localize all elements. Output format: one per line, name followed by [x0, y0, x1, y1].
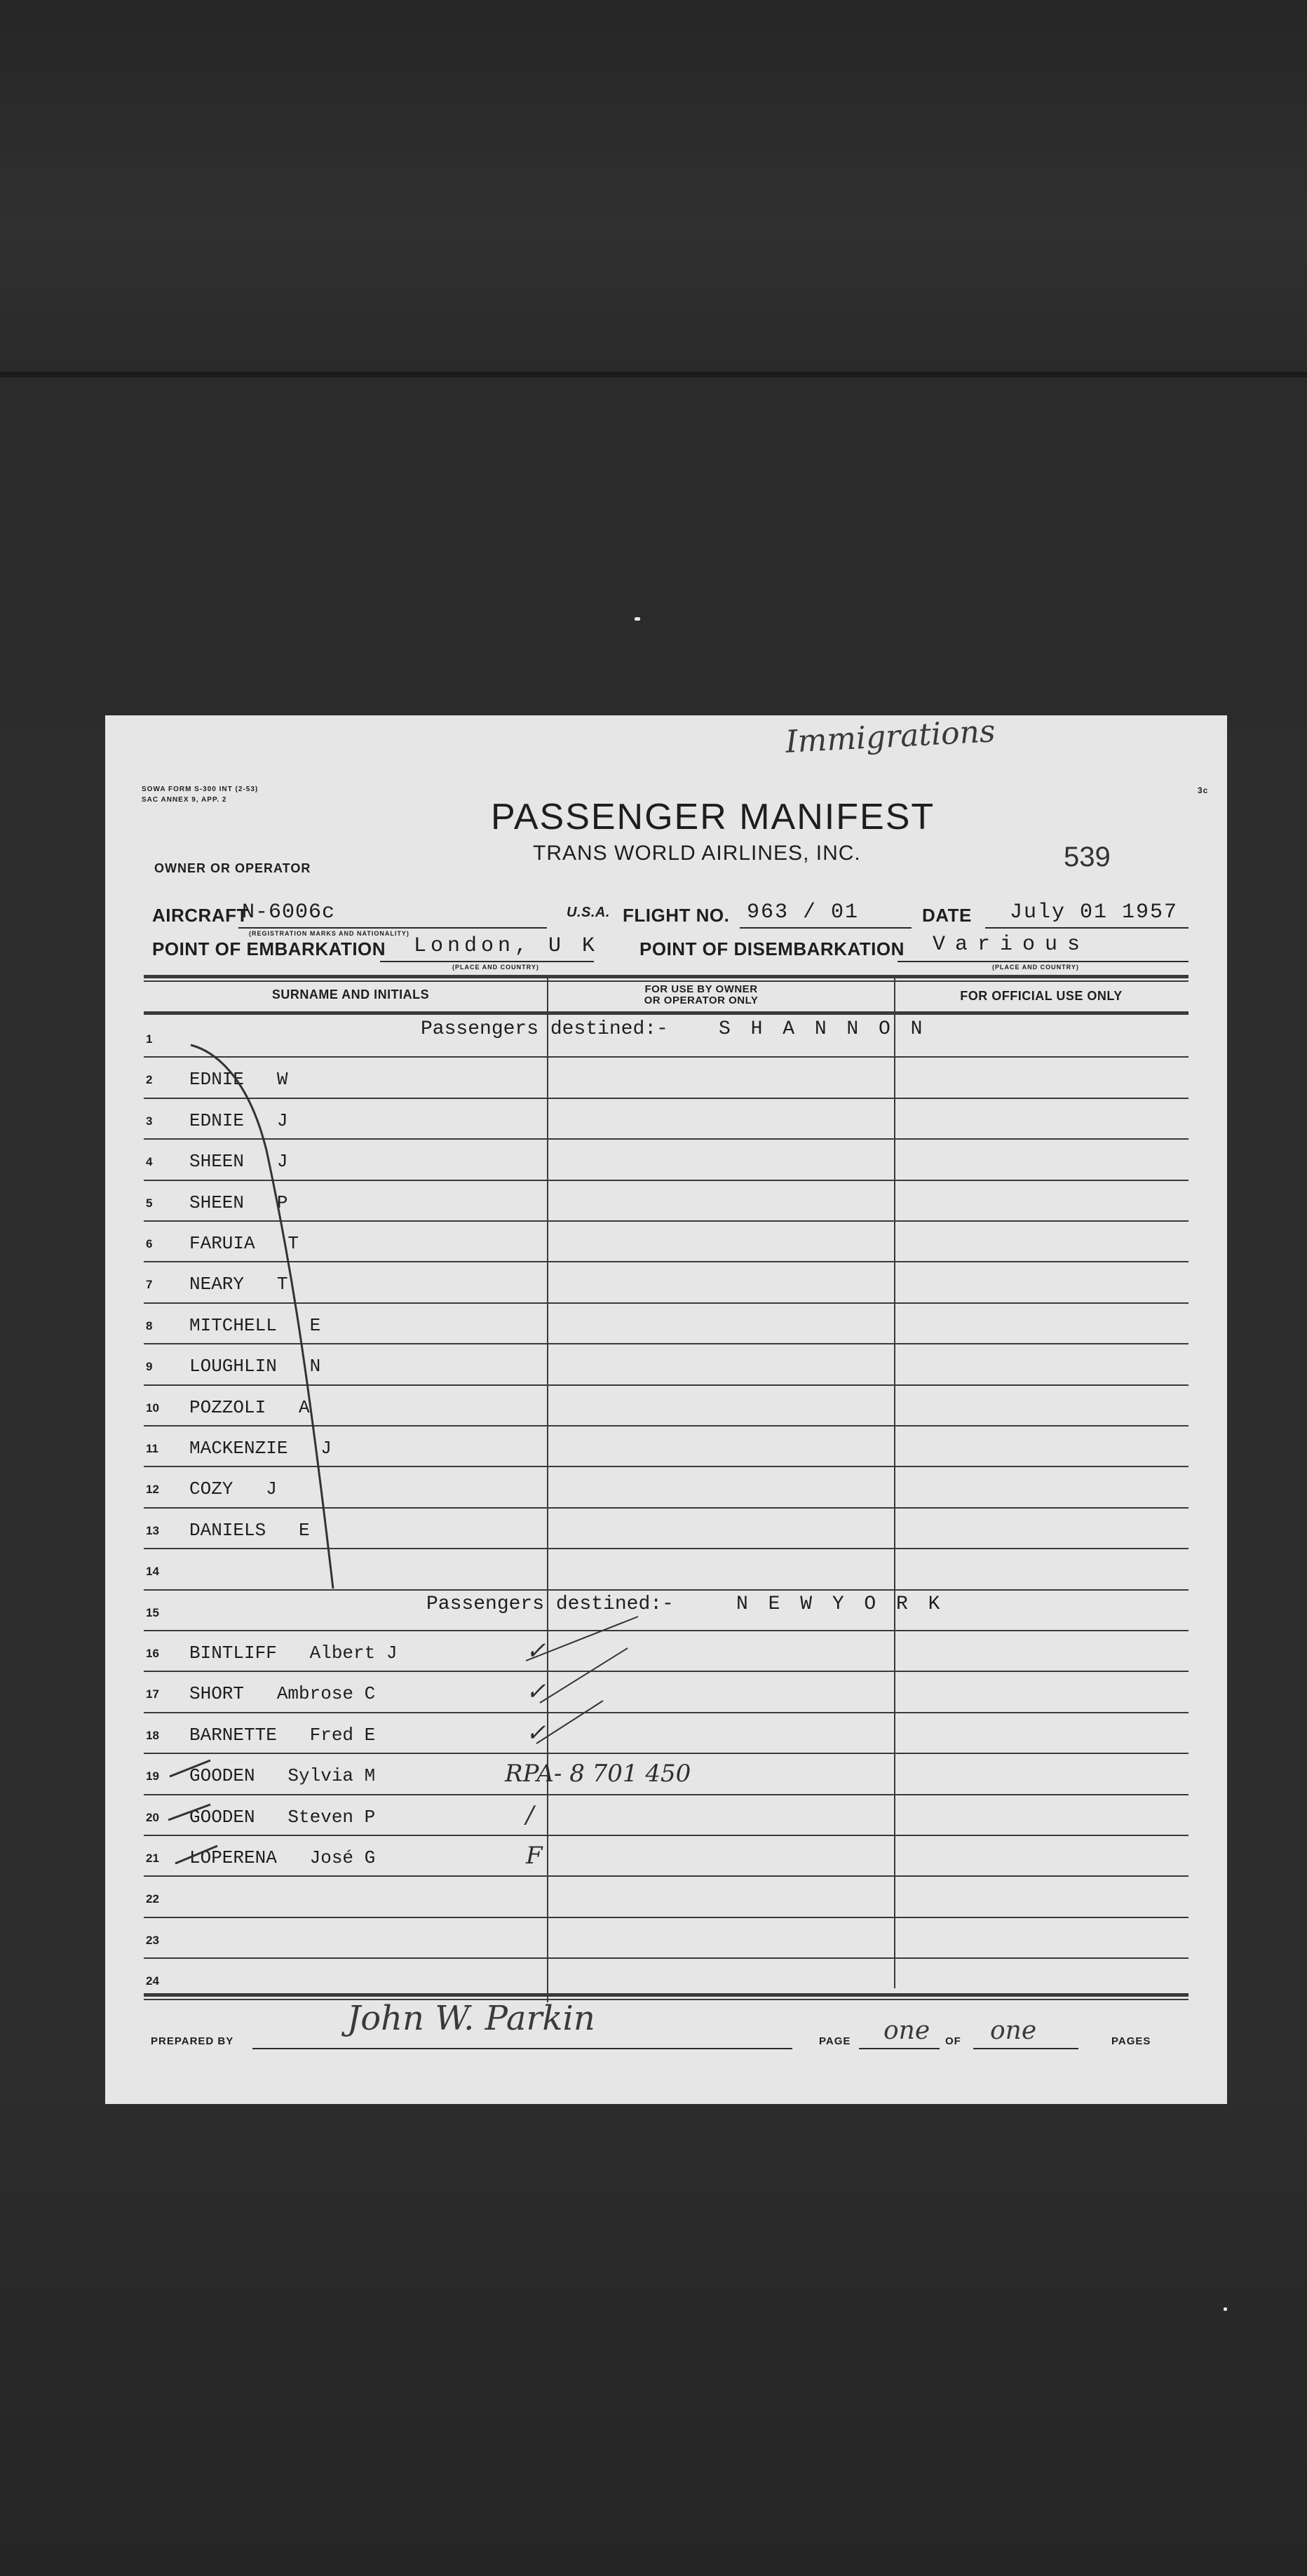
col-header-surname: SURNAME AND INITIALS	[271, 987, 430, 1002]
row-number: 22	[146, 1892, 159, 1906]
passenger-name: SHORT Ambrose C	[189, 1683, 376, 1705]
embark-label: POINT OF EMBARKATION	[152, 938, 386, 959]
form-code-line1: SOWA FORM S-300 INT (2-53)	[142, 785, 259, 793]
aircraft-value: N-6006c	[242, 901, 336, 924]
operator-note: F	[526, 1842, 543, 1870]
passenger-name: SHEEN J	[189, 1151, 288, 1173]
col-header-owner-1: FOR USE BY OWNER	[644, 983, 758, 995]
passenger-name: POZZOLI A	[189, 1396, 310, 1418]
airline-name: TRANS WORLD AIRLINES, INC.	[533, 842, 861, 865]
flight-label: FLIGHT NO.	[623, 905, 730, 926]
owner-label: OWNER OR OPERATOR	[154, 861, 311, 875]
page-underline	[859, 2048, 940, 2049]
row-number: 14	[146, 1565, 159, 1579]
form-code-line2: SAC ANNEX 9, APP. 2	[142, 796, 227, 804]
row-number: 11	[146, 1442, 158, 1455]
aircraft-caption: (REGISTRATION MARKS AND NATIONALITY)	[249, 930, 409, 937]
row-number: 21	[146, 1852, 159, 1865]
of-value: one	[990, 2016, 1037, 2045]
row-number: 8	[146, 1319, 153, 1333]
row-number: 5	[146, 1196, 153, 1210]
flight-value: 963 / 01	[747, 901, 860, 924]
passenger-name: BARNETTE Fred E	[189, 1724, 376, 1746]
film-bottom-band	[0, 2104, 1307, 2576]
preparer-signature: John W. Parkin	[347, 1999, 595, 2038]
prepared-underline	[252, 2048, 792, 2049]
dest-label-new-york: Passengers destined:-	[426, 1593, 674, 1615]
row-number: 9	[146, 1360, 153, 1374]
row-number: 24	[146, 1974, 159, 1988]
passenger-name: MACKENZIE J	[189, 1438, 332, 1459]
page-value: one	[883, 2016, 930, 2045]
passenger-name: GOODEN Sylvia M	[189, 1765, 376, 1787]
passenger-name: NEARY T	[189, 1274, 288, 1295]
passenger-name: SHEEN P	[189, 1192, 288, 1213]
dest-value-new-york: N E W Y O R K	[736, 1593, 944, 1615]
strike-through-curve	[105, 715, 1227, 2104]
col-header-official: FOR OFFICIAL USE ONLY	[960, 989, 1123, 1003]
prepared-label: PREPARED BY	[151, 2035, 234, 2047]
row-number: 19	[146, 1769, 159, 1783]
passenger-name: FARUIA T	[189, 1233, 299, 1254]
embark-caption: (PLACE AND COUNTRY)	[452, 964, 539, 971]
disembark-label: POINT OF DISEMBARKATION	[639, 938, 905, 959]
manifest-title: PASSENGER MANIFEST	[491, 797, 935, 837]
operator-note: RPA- 8 701 450	[505, 1760, 691, 1788]
passenger-name: EDNIE W	[189, 1069, 288, 1091]
operator-note: /	[526, 1800, 534, 1829]
operator-note: ✓	[526, 1678, 546, 1706]
row-number: 20	[146, 1810, 159, 1824]
row-number: 2	[146, 1073, 153, 1087]
page-label: PAGE	[819, 2035, 851, 2047]
row-number: 23	[146, 1933, 159, 1947]
row-number: 4	[146, 1155, 153, 1169]
row-number: 12	[146, 1483, 159, 1497]
film-speck	[635, 617, 640, 621]
corner-stamp: 539	[1064, 842, 1111, 872]
film-divider	[0, 372, 1307, 377]
film-top-band	[0, 0, 1307, 379]
operator-note: ✓	[526, 1718, 546, 1747]
of-label: OF	[945, 2035, 961, 2047]
of-underline	[973, 2048, 1078, 2049]
embark-value: London, U K	[414, 934, 600, 958]
passenger-name: LOPERENA José G	[189, 1847, 376, 1868]
manifest-sheet	[105, 715, 1227, 2104]
passenger-name: LOUGHLIN N	[189, 1356, 321, 1377]
row-number: 10	[146, 1401, 159, 1415]
passenger-name: BINTLIFF Albert J	[189, 1643, 398, 1664]
passenger-name: EDNIE J	[189, 1110, 288, 1131]
passenger-name: MITCHELL E	[189, 1314, 321, 1336]
date-label: DATE	[922, 905, 972, 926]
flight-prefix: U.S.A.	[567, 905, 610, 920]
passenger-name: GOODEN Steven P	[189, 1806, 376, 1828]
film-middle-band	[0, 379, 1307, 729]
edge-code: 3c	[1198, 785, 1209, 795]
row-number: 18	[146, 1728, 159, 1742]
row-number: 15	[146, 1605, 159, 1619]
row-number: 16	[146, 1647, 159, 1660]
row-number: 17	[146, 1687, 159, 1701]
date-value: July 01 1957	[1010, 901, 1179, 924]
film-speck	[1224, 2307, 1227, 2311]
row-number: 1	[146, 1032, 153, 1046]
row-number: 6	[146, 1237, 153, 1250]
operator-note: ✓	[526, 1637, 546, 1665]
passenger-name: COZY J	[189, 1478, 277, 1500]
handwritten-note: Immigrations	[784, 713, 996, 760]
passenger-name: DANIELS E	[189, 1519, 310, 1541]
disembark-value: Various	[933, 933, 1090, 957]
dest-value-shannon: S H A N N O N	[719, 1018, 927, 1040]
aircraft-label: AIRCRAFT	[152, 905, 248, 926]
dest-label-shannon: Passengers destined:-	[421, 1018, 668, 1040]
col-header-owner-2: OR OPERATOR ONLY	[644, 994, 759, 1006]
table-bottom-rule	[144, 1993, 1189, 1997]
disembark-caption: (PLACE AND COUNTRY)	[992, 964, 1079, 971]
row-number: 7	[146, 1278, 153, 1292]
pages-label: PAGES	[1111, 2035, 1151, 2047]
row-number: 3	[146, 1114, 153, 1128]
row-number: 13	[146, 1523, 159, 1537]
